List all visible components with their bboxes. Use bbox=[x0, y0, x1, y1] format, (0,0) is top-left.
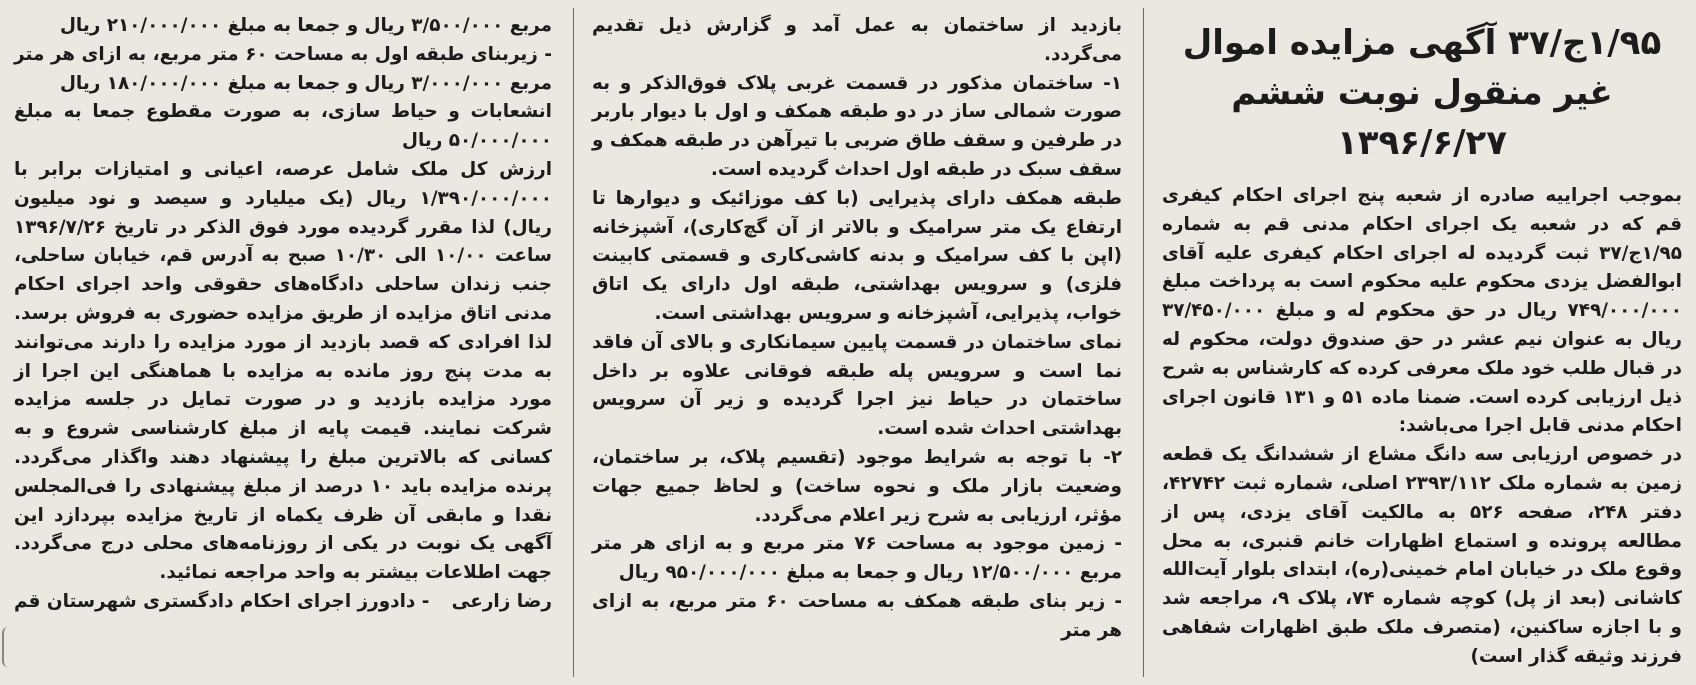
utilities-paragraph: انشعابات و حیاط سازی، به صورت مقطوع جمعا به مبلغ ۵۰/۰۰۰/۰۰۰ ریال bbox=[14, 101, 552, 152]
signature-line bbox=[14, 588, 552, 617]
notice-column-3 bbox=[0, 0, 566, 685]
land-value-paragraph: - زمین موجود به مساحت ۷۶ متر مربع و به ازای هر متر مربع ۱۲/۵۰۰/۰۰۰ ریال و جمعا به مبلغ ۹۵۰/۰۰۰/۰۰۰ ریال bbox=[592, 533, 1123, 584]
column-divider bbox=[573, 8, 574, 677]
column-divider bbox=[1143, 8, 1144, 677]
margin-mark bbox=[2, 627, 16, 667]
inspection-paragraph: بازدید از ساختمان به عمل آمد و گزارش ذیل تقدیم می‌گردد. bbox=[592, 15, 1122, 65]
first-floor-paragraph: - زیربنای طبقه اول به مساحت ۶۰ متر مربع، به ازای هر متر مربع ۳/۰۰۰/۰۰۰ ریال و جمعا به مبلغ ۱۸۰/۰۰۰/۰۰۰ ریال bbox=[14, 43, 552, 94]
appraisal-paragraph: در خصوص ارزیابی سه دانگ مشاع از ششدانگ یک قطعه زمین به شماره ملک ۲۳۹۳/۱۱۲ اصلی، شماره ثبت ۴۲۷۴۲، دفتر ۲۴۸، صفحه ۵۲۶ به مالکیت آقای یزدی، پس از مطالعه پرونده و استماع اظهارات خانم قنبری، به محل وقوع ملک در خیابان امام خمینی(ره)، ابتدای بلوار آیت‌الله کاشانی (بعد از پل) کوچه شماره ۷۴، پلاک ۹، مراجعه شد و با اجازه ساکنین، (متصرف ملک طبق اظهارات شفاهی فرزند وثیقه گذار است) bbox=[1162, 444, 1682, 667]
facade-paragraph: نمای ساختمان در قسمت پایین سیمانکاری و بالای آن فاقد نما است و سرویس پله طبقه فوقانی علاوه بر داخل ساختمان در حیاط نیز اجرا گردیده و زیر آن سرویس بهداشتی احداث شده است. bbox=[592, 331, 1122, 440]
valuation-paragraph: ۲- با توجه به شرایط موجود (تقسیم پلاک، بر ساختمان، وضعیت بازار ملک و نحوه ساخت) و لحاظ جمیع جهات مؤثر، ارزیابی به شرح زیر اعلام می‌گردد. bbox=[592, 446, 1122, 526]
building-paragraph: ۱- ساختمان مذکور در قسمت غربی پلاک فوق‌الذکر و به صورت شمالی ساز در دو طبقه همکف و اول با دیوار باربر در طرفین و سقف طاق ضربی با تیرآهن در طبقه همکف و سقف سبک در طبقه اول احداث گردیده است. bbox=[592, 72, 1122, 180]
signature-name: رضا زارعی bbox=[451, 590, 552, 612]
intro-paragraph: بموجب اجراییه صادره از شعبه پنج اجرای احکام کیفری قم که در شعبه یک اجرای احکام مدنی قم به شماره ۱/۹۵ج/۳۷ ثبت گردیده له اجرای احکام کیفری علیه آقای ابوالفضل یزدی محکوم علیه محکوم است به پرداخت مبلغ ۷۴۹/۰۰۰/۰۰۰ ریال در حق محکوم له و مبلغ ۳۷/۴۵۰/۰۰۰ ریال به عنوان نیم عشر در حق صندوق دولت، محکوم له در قبال طلب خود ملک معرفی کرده که کارشناس به شرح ذیل ارزیابی کرده است. ضمنا ماده ۵۱ و ۱۳۱ قانون اجرای احکام مدنی قابل اجرا می‌باشد: bbox=[1162, 185, 1682, 437]
signature-title: - دادورز اجرای احکام دادگستری شهرستان قم bbox=[14, 590, 430, 612]
notice-column-2 bbox=[578, 0, 1136, 685]
ground-floor-paragraph: طبقه همکف دارای پذیرایی (با کف موزائیک و دیوارها تا ارتفاع یک متر سرامیک و بالاتر از آن گچ‌کاری)، آشپزخانه (اپن با کف سرامیک و بدنه کاشی‌کاری و قسمتی کابینت فلزی) و سرویس بهداشتی، طبقه اول دارای یک اتاق خواب، پذیرایی، آشپزخانه و سرویس بهداشتی است. bbox=[592, 187, 1122, 324]
ground-floor-value-paragraph: مربع ۳/۵۰۰/۰۰۰ ریال و جمعا به مبلغ ۲۱۰/۰۰۰/۰۰۰ ریال bbox=[59, 15, 552, 36]
ground-floor-area-paragraph: - زیر بنای طبقه همکف به مساحت ۶۰ متر مربع، به ازای هر متر bbox=[592, 590, 1122, 641]
notice-column-1 bbox=[1148, 0, 1696, 685]
notice-title: ۱/۹۵ج/۳۷ آگهی مزایده اموال غیر منقول نوبت ششم ۱۳۹۶/۶/۲۷ bbox=[1182, 23, 1662, 163]
auction-terms-paragraph: ارزش کل ملک شامل عرصه، اعیانی و امتیازات برابر با ۱/۳۹۰/۰۰۰/۰۰۰ ریال (یک میلیارد و سیصد و نود میلیون ریال) لذا مقرر گردیده مورد فوق الذکر در تاریخ ۱۳۹۶/۷/۲۶ ساعت ۱۰/۰۰ الی ۱۰/۳۰ صبح به آدرس قم، خیابان ساحلی، جنب زندان ساحلی دادگاه‌های حقوقی واحد اجرای احکام مدنی اتاق مزایده از طریق مزایده حضوری به فروش برسد. لذا افرادی که قصد بازدید از مورد مزایده را دارند می‌توانند به مدت پنج روز مانده به مزایده با هماهنگی این اجرا از مورد مزایده بازدید و در صورت تمایل در جلسه مزایده شرکت نمایند. قیمت پایه از مبلغ کارشناسی شروع و به کسانی که بالاترین مبلغ را پیشنهاد دهند واگذار می‌گردد. پرنده مزایده باید ۱۰ درصد از مبلغ پیشنهادی را فی‌المجلس نقدا و مابقی آن ظرف یکماه از تاریخ مزایده بپردازد این آگهی یک نوبت در یکی از روزنامه‌های محلی درج می‌گردد. جهت اطلاعات بیشتر به واحد مراجعه نمائید. bbox=[14, 158, 553, 584]
